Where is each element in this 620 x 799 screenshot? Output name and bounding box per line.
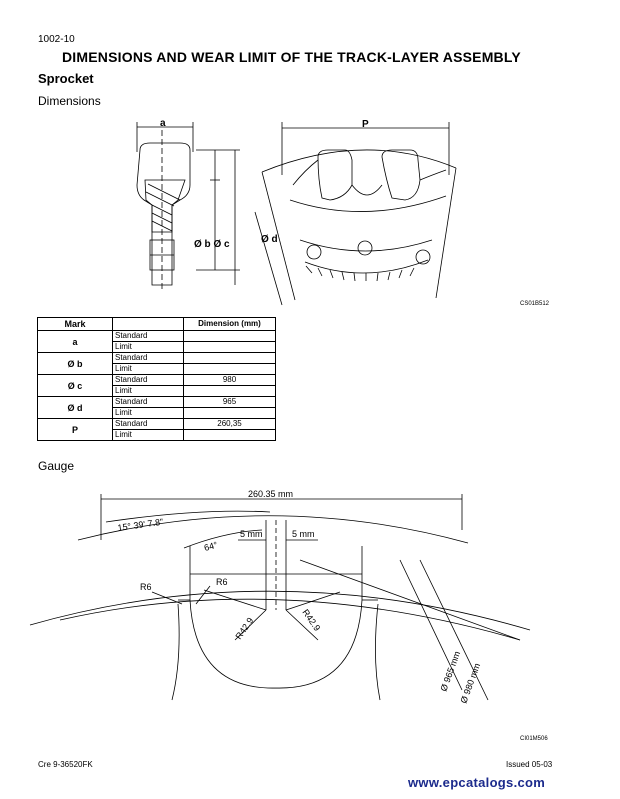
table-row [38,419,276,430]
row-limit-value [184,364,276,375]
row-mark: Ø b [38,353,113,375]
row-standard-value: 980 [184,375,276,386]
row-standard-label: Standard [113,419,184,430]
row-mark: P [38,419,113,441]
issue-date: Issued 05-03 [506,760,553,769]
row-limit-value [184,430,276,441]
subsection-title: Dimensions [38,94,101,108]
table-row [38,331,276,342]
gauge-gap-left-label: 5 mm [240,529,263,539]
row-standard-label: Standard [113,353,184,364]
row-limit-label: Limit [113,364,184,375]
row-mark: a [38,331,113,353]
row-standard-value: 965 [184,397,276,408]
table-header-dimension: Dimension (mm) [184,318,276,331]
gauge-r6-label-right: R6 [216,577,228,587]
table-row [38,397,276,408]
row-mark: Ø c [38,375,113,397]
figure-code: CS01B512 [520,301,550,307]
gauge-r6-label-left: R6 [140,582,152,592]
dim-label-a: a [160,118,166,129]
table-header-mark: Mark [38,318,113,331]
table-row [38,375,276,386]
gauge-r42-label-right: R42.9 [300,607,323,633]
gauge-gap-right-label: 5 mm [292,529,315,539]
row-standard-value [184,331,276,342]
table-row [38,353,276,364]
gauge-dia-980-label: Ø 980 mm [458,661,483,705]
row-standard-value: 260,35 [184,419,276,430]
row-limit-value [184,386,276,397]
page-title: DIMENSIONS AND WEAR LIMIT OF THE TRACK-LAYER ASSEMBLY [62,49,521,65]
gauge-title: Gauge [38,459,75,473]
section-title: Sprocket [38,71,94,86]
gauge-dia-965-label: Ø 965 mm [438,649,463,693]
watermark-text: www.epcatalogs.com [408,775,546,790]
row-limit-label: Limit [113,408,184,419]
dim-label-d: Ø d [261,234,278,245]
dim-label-p: P [362,119,369,130]
row-standard-label: Standard [113,375,184,386]
row-limit-value [184,408,276,419]
row-standard-label: Standard [113,397,184,408]
row-standard-value [184,353,276,364]
dimension-table [37,317,276,441]
dim-label-bc: Ø b Ø c [194,239,230,250]
document-reference: Cre 9-36520FK [38,760,93,769]
row-mark: Ø d [38,397,113,419]
row-limit-value [184,342,276,353]
row-limit-label: Limit [113,342,184,353]
table-header-kind [113,318,184,331]
row-standard-label: Standard [113,331,184,342]
gauge-angle2-label: 64° [202,539,219,553]
row-limit-label: Limit [113,430,184,441]
table-header-row [38,318,276,331]
page-reference: 1002-10 [38,34,75,45]
gauge-angle-label: 15° 39' 7.8" [116,516,164,533]
row-limit-label: Limit [113,386,184,397]
gauge-r42-label-left: R42.9 [233,615,256,642]
gauge-figure-code: CI01M506 [520,736,548,742]
gauge-width-label: 260.35 mm [248,489,294,499]
